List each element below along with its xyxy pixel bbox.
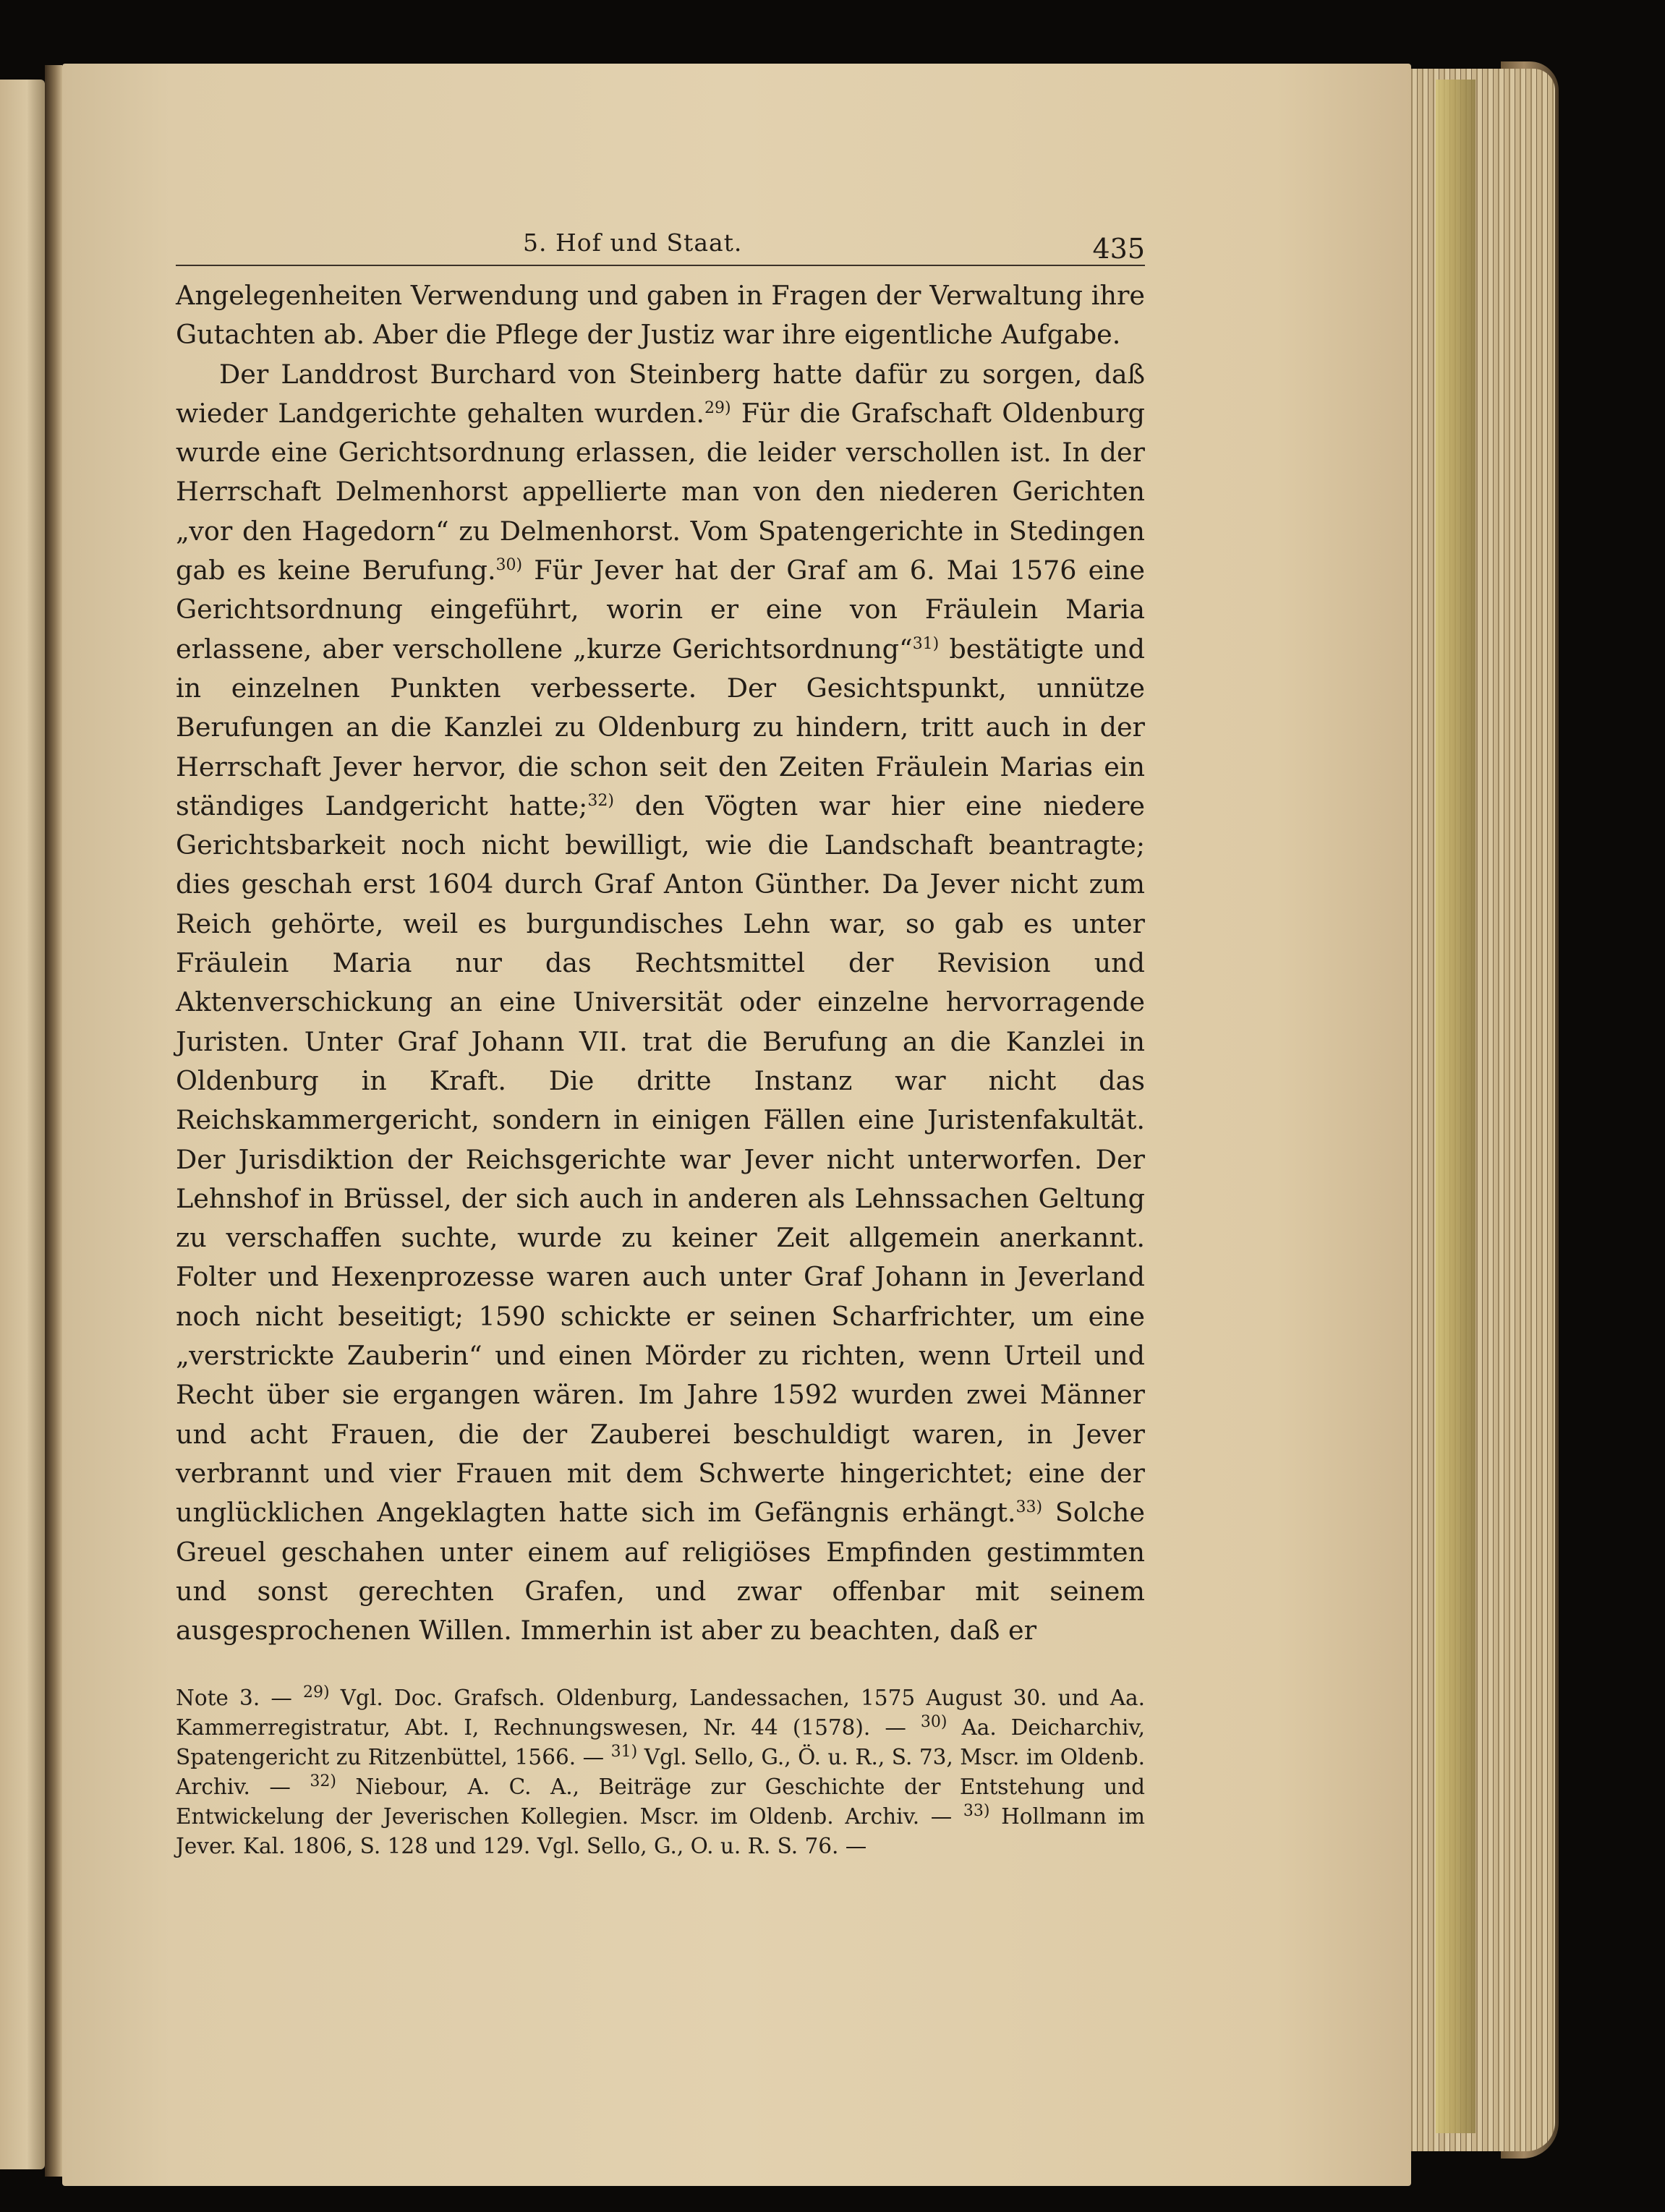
paragraph: Angelegenheiten Verwendung und gaben in Fragen der Verwaltung ihre Gutachten ab. Aber die Pflege der Justiz war ihre eigentliche Aufgabe.: [176, 280, 1145, 351]
text-run: bestätigte und in einzelnen Punkten verbesserte. Der Gesichtspunkt, unnütze Berufungen an die Kanzlei zu Oldenburg zu hindern, tritt auch in der Herrschaft Jever hervor, die schon seit den Zeiten Fräulein Marias ein ständiges Landgericht hatte;: [176, 633, 1145, 821]
footnote-ref: 29): [704, 398, 731, 417]
page-block-edges: [1407, 69, 1555, 2151]
footnote-ref: 32): [587, 791, 614, 810]
footnote-number: 33): [963, 1802, 990, 1821]
footnote-ref: 30): [495, 555, 523, 574]
paragraph: [176, 355, 1145, 1651]
text-run: Der Landdrost Burchard von Steinberg hatte dafür zu sorgen, daß wieder Landgerichte gehalten wurden.: [176, 358, 1145, 429]
page-number: 435: [1092, 233, 1145, 265]
footnote-number: 31): [610, 1743, 638, 1762]
text-run: Solche Greuel geschahen unter einem auf religiöses Empfinden gestimmten und sonst gerechten Grafen, und zwar offenbar mit seinem ausgesprochenen Willen. Immerhin ist aber zu beachten, daß er: [176, 1497, 1146, 1647]
footnote-number: 29): [303, 1683, 330, 1702]
running-title: 5. Hof und Staat.: [523, 229, 743, 257]
footnote-text: Niebour, A. C. A., Beiträge zur Geschichte der Entstehung und Entwickelung der Jeverischen Kollegien. Mscr. im Oldenb. Archiv. —: [176, 1775, 1145, 1829]
footnote-text: Hollmann im Jever. Kal. 1806, S. 128 und 129. Vgl. Sello, G., O. u. R. S. 76. —: [176, 1804, 1145, 1859]
footnote-ref: 31): [912, 634, 940, 653]
running-head: [176, 214, 1145, 266]
footnotes: [176, 1683, 1145, 1861]
left-page-edge: [0, 80, 45, 2169]
footnote-number: 30): [920, 1713, 948, 1732]
footnote-ref: 33): [1015, 1498, 1043, 1517]
footnote-text: Vgl. Sello, G., Ö. u. R., S. 73, Mscr. im Oldenb. Archiv. —: [176, 1745, 1145, 1800]
gilt-edge: [1436, 80, 1475, 2133]
page-content: [176, 214, 1145, 1861]
book-gutter: [45, 65, 62, 2177]
footnote-number: 32): [310, 1772, 336, 1791]
text-run: den Vögten war hier eine niedere Gerichtsbarkeit noch nicht bewilligt, wie die Landschaft beantragte; dies geschah erst 1604 durch Graf Anton Günther. Da Jever nicht zum Reich gehörte, weil es burgundisches Lehn war, so gab es unter Fräulein Maria nur das Rechtsmittel der Revision und Aktenverschickung an eine Universität oder einzelne hervorragende Juristen. Unter Graf Johann VII. trat die Berufung an die Kanzlei in Oldenburg in Kraft. Die dritte Instanz war nicht das Reichskammergericht, sondern in einigen Fällen eine Juristenfakultät. Der Jurisdiktion der Reichsgerichte war Jever nicht unterworfen. Der Lehnshof in Brüssel, der sich auch in anderen als Lehnssachen Geltung zu verschaffen suchte, wurde zu keiner Zeit allgemein anerkannt. Folter und Hexenprozesse waren auch unter Graf Johann in Jeverland noch nicht beseitigt; 1590 schickte er seinen Scharfrichter, um eine „verstrickte Zauberin“ und einen Mörder zu richten, wenn Urteil und Recht über sie ergangen wären. Im Jahre 1592 wurden zwei Männer und acht Frauen, die der Zauberei beschuldigt waren, in Jever verbrannt und vier Frauen mit dem Schwerte hingerichtet; eine der unglücklichen Angeklagten hatte sich im Gefängnis erhängt.: [176, 790, 1146, 1529]
footnote-text: Vgl. Doc. Grafsch. Oldenburg, Landessachen, 1575 August 30. und Aa. Kammerregistratur, Abt. I, Rechnungswesen, Nr. 44 (1578). —: [176, 1686, 1145, 1741]
body-text: [176, 276, 1145, 1650]
footnote-text: Aa. Deicharchiv, Spatengericht zu Ritzenbüttel, 1566. —: [176, 1715, 1145, 1770]
text-run: Für die Grafschaft Oldenburg wurde eine Gerichtsordnung erlassen, die leider verschollen ist. In der Herrschaft Delmenhorst appellierte man von den niederen Gerichten „vor den Hagedorn“ zu Delmenhorst. Vom Spatengerichte in Stedingen gab es keine Berufung.: [176, 397, 1145, 586]
footnote-text: Note 3. —: [176, 1686, 304, 1711]
text-run: Für Jever hat der Graf am 6. Mai 1576 eine Gerichtsordnung eingeführt, worin er eine von Fräulein Maria erlassene, aber verschollene „kurze Gerichtsordnung“: [176, 555, 1145, 665]
